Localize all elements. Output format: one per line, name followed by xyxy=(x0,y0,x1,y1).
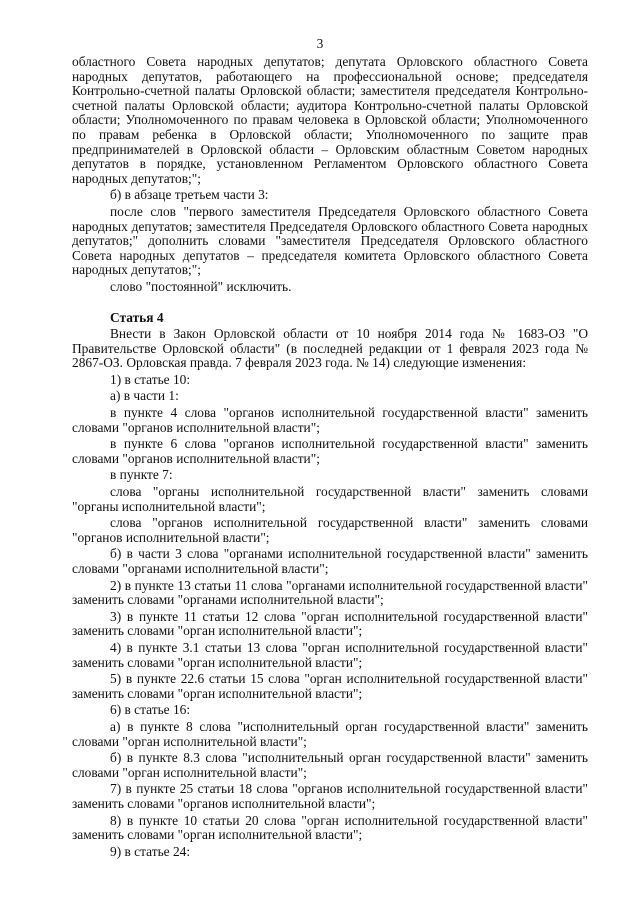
paragraph: слово "постоянной" исключить. xyxy=(110,278,292,294)
paragraph: в пункте 4 слова "органов исполнительной государственной власти" заменить словами "органов исполнительной власти"; xyxy=(72,405,588,435)
paragraph: 3) в пункте 11 статьи 12 слова "орган исполнительной государственной власти" заменить словами "орган исполнительной власти"; xyxy=(72,608,588,639)
paragraph: б) в абзаце третьем части 3: xyxy=(110,187,269,203)
paragraph: 4) в пункте 3.1 статьи 13 слова "орган исполнительной государственной власти" заменить словами "орган исполнительной власти"; xyxy=(72,639,588,670)
paragraph: Внести в Закон Орловской области от 10 ноября 2014 года № 1683-ОЗ "О Правительстве Орловской области" (в последней редакции от 1 февраля 2023 года № 2867-ОЗ. Орловская правда. 7 февраля 2023 года. № 14) следующие изменения: xyxy=(72,326,588,371)
paragraph: б) в пункте 8.3 слова "исполнительный орган государственной власти" заменить словами "орган исполнительной власти"; xyxy=(72,750,588,780)
paragraph: 9) в статье 24: xyxy=(110,843,191,859)
page-number: 3 xyxy=(316,36,324,51)
document-body xyxy=(72,55,588,861)
paragraph: после слов "первого заместителя Председателя Орловского областного Совета народных депутатов; заместителя Председателя Орловского областного Совета народных депутатов;" дополнить словами "заместителя Председателя Орловского областного Совета народных депутатов – председателя комитета Орловского областного Совета народных депутатов;"; xyxy=(72,203,588,278)
paragraph: 2) в пункте 13 статьи 11 слова "органами исполнительной государственной власти" заменить словами "органами исполнительной власти"; xyxy=(72,577,588,608)
paragraph: 6) в статье 16: xyxy=(110,702,191,718)
paragraph: 5) в пункте 22.6 статьи 15 слова "орган исполнительной государственной власти" заменить словами "орган исполнительной власти"; xyxy=(72,671,588,701)
paragraph: в пункте 7: xyxy=(110,467,173,483)
paragraph-continuation: областного Совета народных депутатов; депутата Орловского областного Совета народных депутатов, работающего на профессиональной основе; председателя Контрольно-счетной палаты Орловской области; заместителя председателя Контрольно-счетной палаты Орловской области; аудитора Контрольно-счетной палаты Орловской области; Уполномоченного по правам человека в Орловской области; Уполномоченного по правам ребенка в Орловской области; Уполномоченного по защите прав предпринимателей в Орловской области – Орловским областным Советом народных депутатов в порядке, установленном Регламентом Орловского областного Совета народных депутатов;"; xyxy=(72,54,588,186)
paragraph: а) в части 1: xyxy=(110,388,179,404)
paragraph: 1) в статье 10: xyxy=(110,371,191,387)
paragraph: слова "органов исполнительной государственной власти" заменить словами "органов исполнительной власти"; xyxy=(72,515,588,545)
paragraph: 7) в пункте 25 статьи 18 слова "органов исполнительной государственной власти" заменить словами "органов исполнительной власти"; xyxy=(72,781,588,811)
article-heading: Статья 4 xyxy=(110,309,164,325)
paragraph: в пункте 6 слова "органов исполнительной государственной власти" заменить словами "органов исполнительной власти"; xyxy=(72,436,588,466)
paragraph: б) в части 3 слова "органами исполнительной государственной власти" заменить словами "органами исполнительной власти"; xyxy=(72,546,588,576)
paragraph: слова "органы исполнительной государственной власти" заменить словами "органы исполнительной власти"; xyxy=(72,484,588,514)
paragraph: 8) в пункте 10 статьи 20 слова "орган исполнительной государственной власти" заменить словами "орган исполнительной власти"; xyxy=(72,812,588,843)
paragraph: а) в пункте 8 слова "исполнительный орган государственной власти" заменить словами "орган исполнительной власти"; xyxy=(72,718,588,749)
